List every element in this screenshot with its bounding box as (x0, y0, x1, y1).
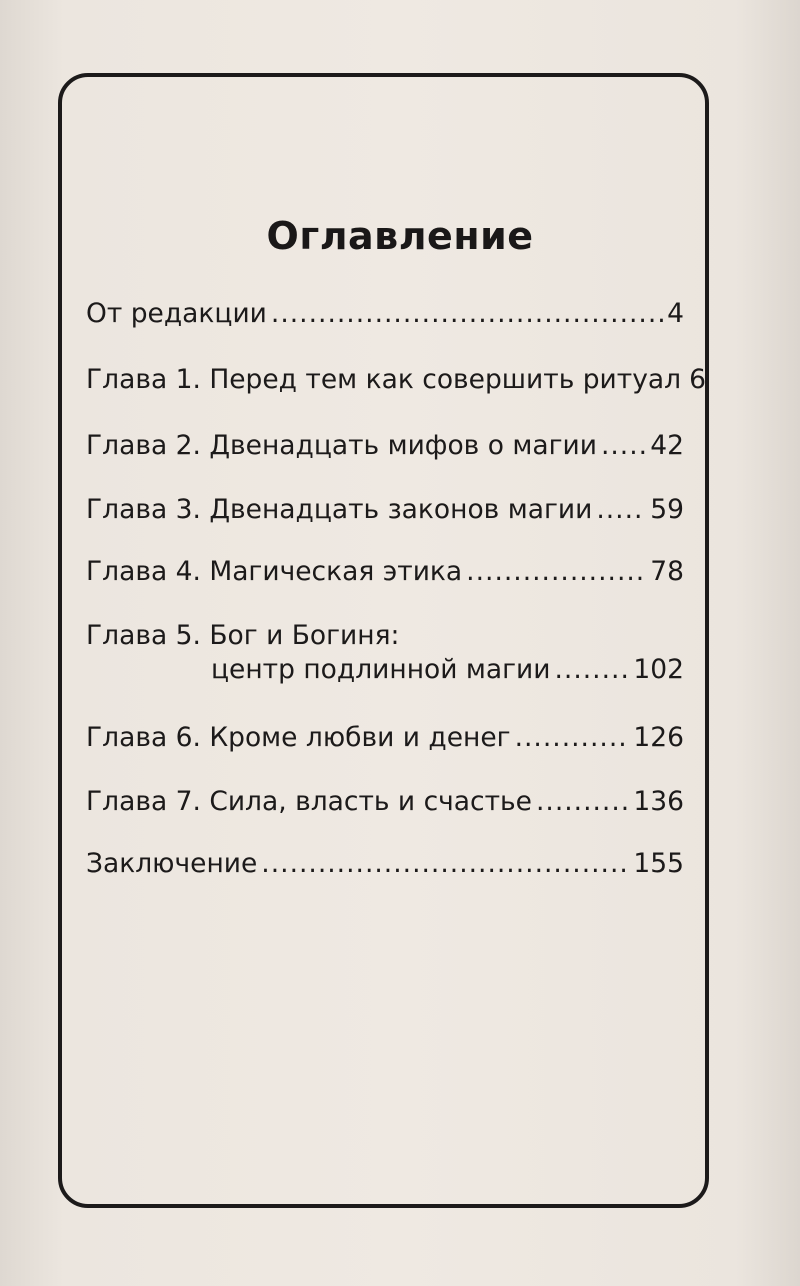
toc-entry-label-continued: центр подлинной магии (211, 654, 551, 685)
toc-entry-label: Глава 2. Двенадцать мифов о магии (86, 430, 597, 461)
toc-entry (86, 722, 684, 762)
toc-entry (86, 556, 684, 596)
toc-entry (86, 364, 706, 404)
toc-entry (86, 848, 684, 888)
toc-entry (86, 494, 684, 534)
toc-entry-label: Заключение (86, 848, 258, 879)
toc-leader-dots (515, 722, 630, 753)
toc-entry (86, 298, 684, 338)
toc-leader-dots (601, 430, 646, 461)
toc-leader-dots (596, 494, 646, 525)
toc-entry-page: 126 (633, 722, 684, 753)
toc-entry-page: 78 (650, 556, 684, 587)
toc-leader-dots (536, 786, 629, 817)
toc-entry-page: 4 (667, 298, 684, 329)
toc-entry-page: 136 (633, 786, 684, 817)
toc-entry-label: От редакции (86, 298, 267, 329)
toc-leader-dots (271, 298, 663, 329)
toc-leader-dots (554, 654, 629, 685)
toc-entry-page: 6 (689, 364, 706, 395)
toc-entry (86, 430, 684, 470)
toc-entry-label: Глава 3. Двенадцать законов магии (86, 494, 593, 525)
toc-entry-label: Глава 1. Перед тем как совершить ритуал (86, 364, 682, 395)
toc-entry-page: 59 (650, 494, 684, 525)
toc-entry-continuation (211, 654, 684, 694)
toc-entry-page: 42 (650, 430, 684, 461)
toc-entry (86, 786, 684, 826)
toc-entry-label: Глава 7. Сила, власть и счастье (86, 786, 532, 817)
toc-entry-label: Глава 5. Бог и Богиня: (86, 620, 400, 651)
toc-leader-dots (261, 848, 629, 879)
toc-leader-dots (466, 556, 646, 587)
toc-entry-page: 102 (633, 654, 684, 685)
toc-entry-label: Глава 6. Кроме любви и денег (86, 722, 511, 753)
toc-entry-label: Глава 4. Магическая этика (86, 556, 463, 587)
toc-entry-page: 155 (633, 848, 684, 879)
page-title: Оглавление (266, 214, 534, 258)
